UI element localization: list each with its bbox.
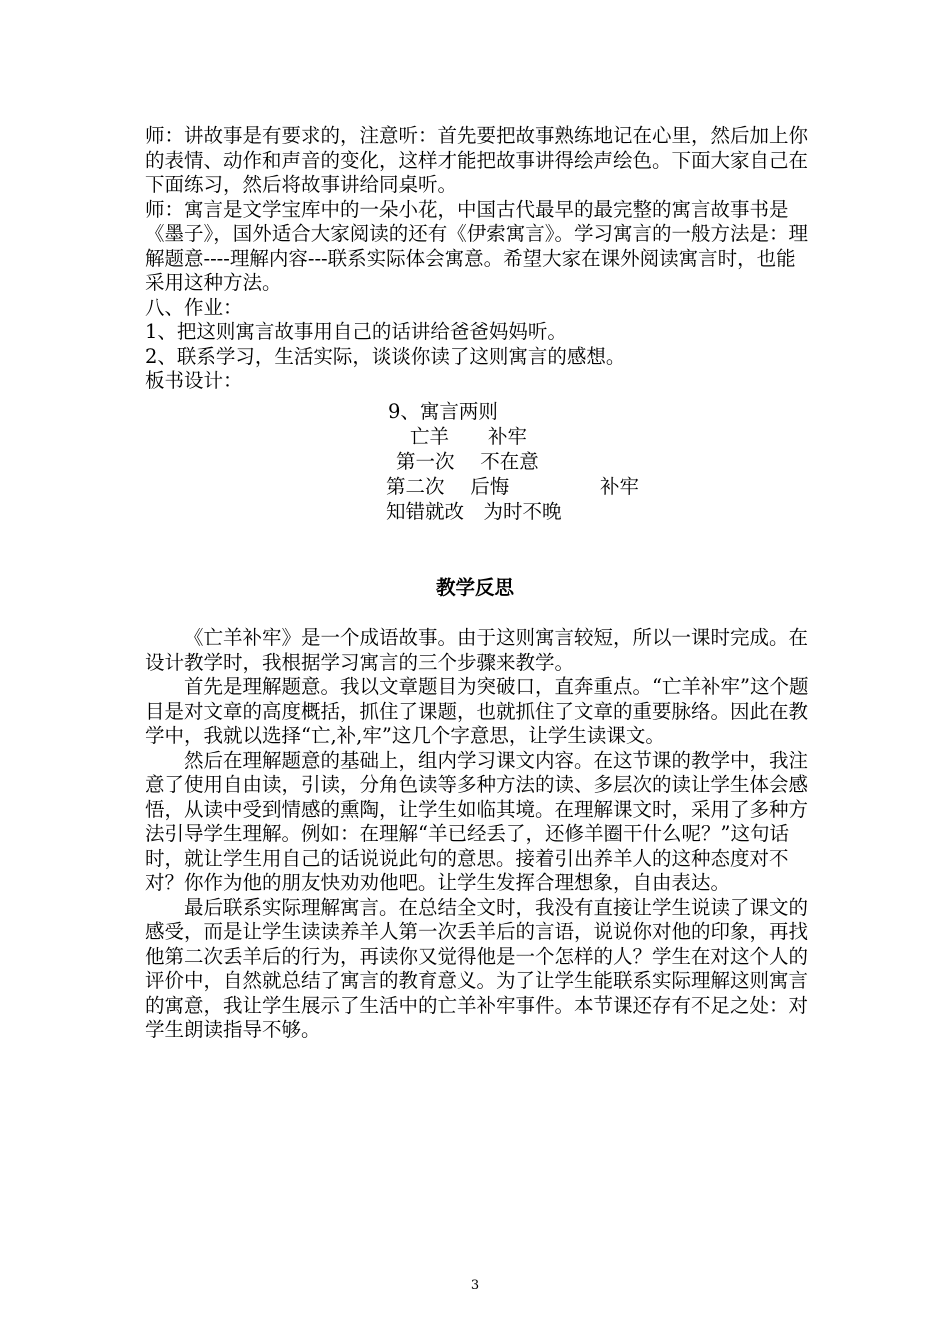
reflection-paragraph-4: 最后联系实际理解寓言。在总结全文时，我没有直接让学生说读了课文的感受，而是让学生读读养羊人第一次丢羊后的言语，说说你对他的印象，再找他第二次丢羊后的行为，再读你又觉得他是一个怎样的人？学生在对这个人的评价中，自然就总结了寓言的教育意义。为了让学生能联系实际理解这则寓言的寓意，我让学生展示了生活中的亡羊补牢事件。本节课还存有不足之处：对学生朗读指导不够。 [145, 895, 809, 1041]
reflection-paragraph-1: 《亡羊补牢》是一个成语故事。由于这则寓言较短，所以一课时完成。在设计教学时，我根据学习寓言的三个步骤来教学。 [145, 626, 809, 674]
board-line-5: 知错就改 为时不晚 [386, 500, 562, 523]
page-number: 3 [470, 1278, 480, 1293]
teacher-paragraph-1: 师：讲故事是有要求的，注意听：首先要把故事熟练地记在心里，然后加上你的表情、动作和声音的变化，这样才能把故事讲得绘声绘色。下面大家自己在下面练习，然后将故事讲给同桌听。 [145, 124, 809, 196]
lesson-text [145, 124, 810, 394]
board-line-4: 第二次 后悔 [386, 475, 510, 498]
board-line-title: 9、寓言两则 [388, 400, 498, 423]
board-design-heading: 板书设计： [145, 369, 243, 392]
homework-item-1: 1、把这则寓言故事用自己的话讲给爸爸妈妈听。 [145, 320, 567, 343]
reflection-title: 教学反思 [435, 576, 514, 599]
board-line-4-right: 补牢 [600, 475, 640, 498]
reflection-text [145, 626, 810, 1043]
teacher-paragraph-2: 师：寓言是文学宝库中的一朵小花，中国古代最早的最完整的寓言故事书是《墨子》，国外适合大家阅读的还有《伊索寓言》。学习寓言的一般方法是：理解题意----理解内容---联系实际体会寓意。希望大家在课外阅读寓言时，也能采用这种方法。 [145, 197, 809, 294]
reflection-paragraph-3: 然后在理解题意的基础上，组内学习课文内容。在这节课的教学中，我注意了使用自由读，引读，分角色读等多种方法的读、多层次的读让学生体会感悟，从读中受到情感的熏陶，让学生如临其境。在理解课文时，采用了多种方法引导学生理解。例如：在理解“羊已经丢了，还修羊圈干什么呢？”这句话时，就让学生用自己的话说说此句的意思。接着引出养羊人的这种态度对不对？你作为他的朋友快劝劝他吧。让学生发挥合理想象，自由表达。 [145, 748, 809, 894]
board-line-3: 第一次 不在意 [396, 450, 539, 473]
homework-heading: 八、作业： [145, 295, 243, 319]
reflection-paragraph-2: 首先是理解题意。我以文章题目为突破口，直奔重点。“亡羊补牢”这个题目是对文章的高度概括，抓住了课题，也就抓住了文章的重要脉络。因此在教学中，我就以选择“亡,补,牢”这几个字意思，让学生读课文。 [145, 675, 809, 747]
board-line-2: 亡羊 补牢 [410, 425, 528, 448]
homework-item-2: 2、联系学习，生活实际，谈谈你读了这则寓言的感想。 [145, 344, 626, 368]
